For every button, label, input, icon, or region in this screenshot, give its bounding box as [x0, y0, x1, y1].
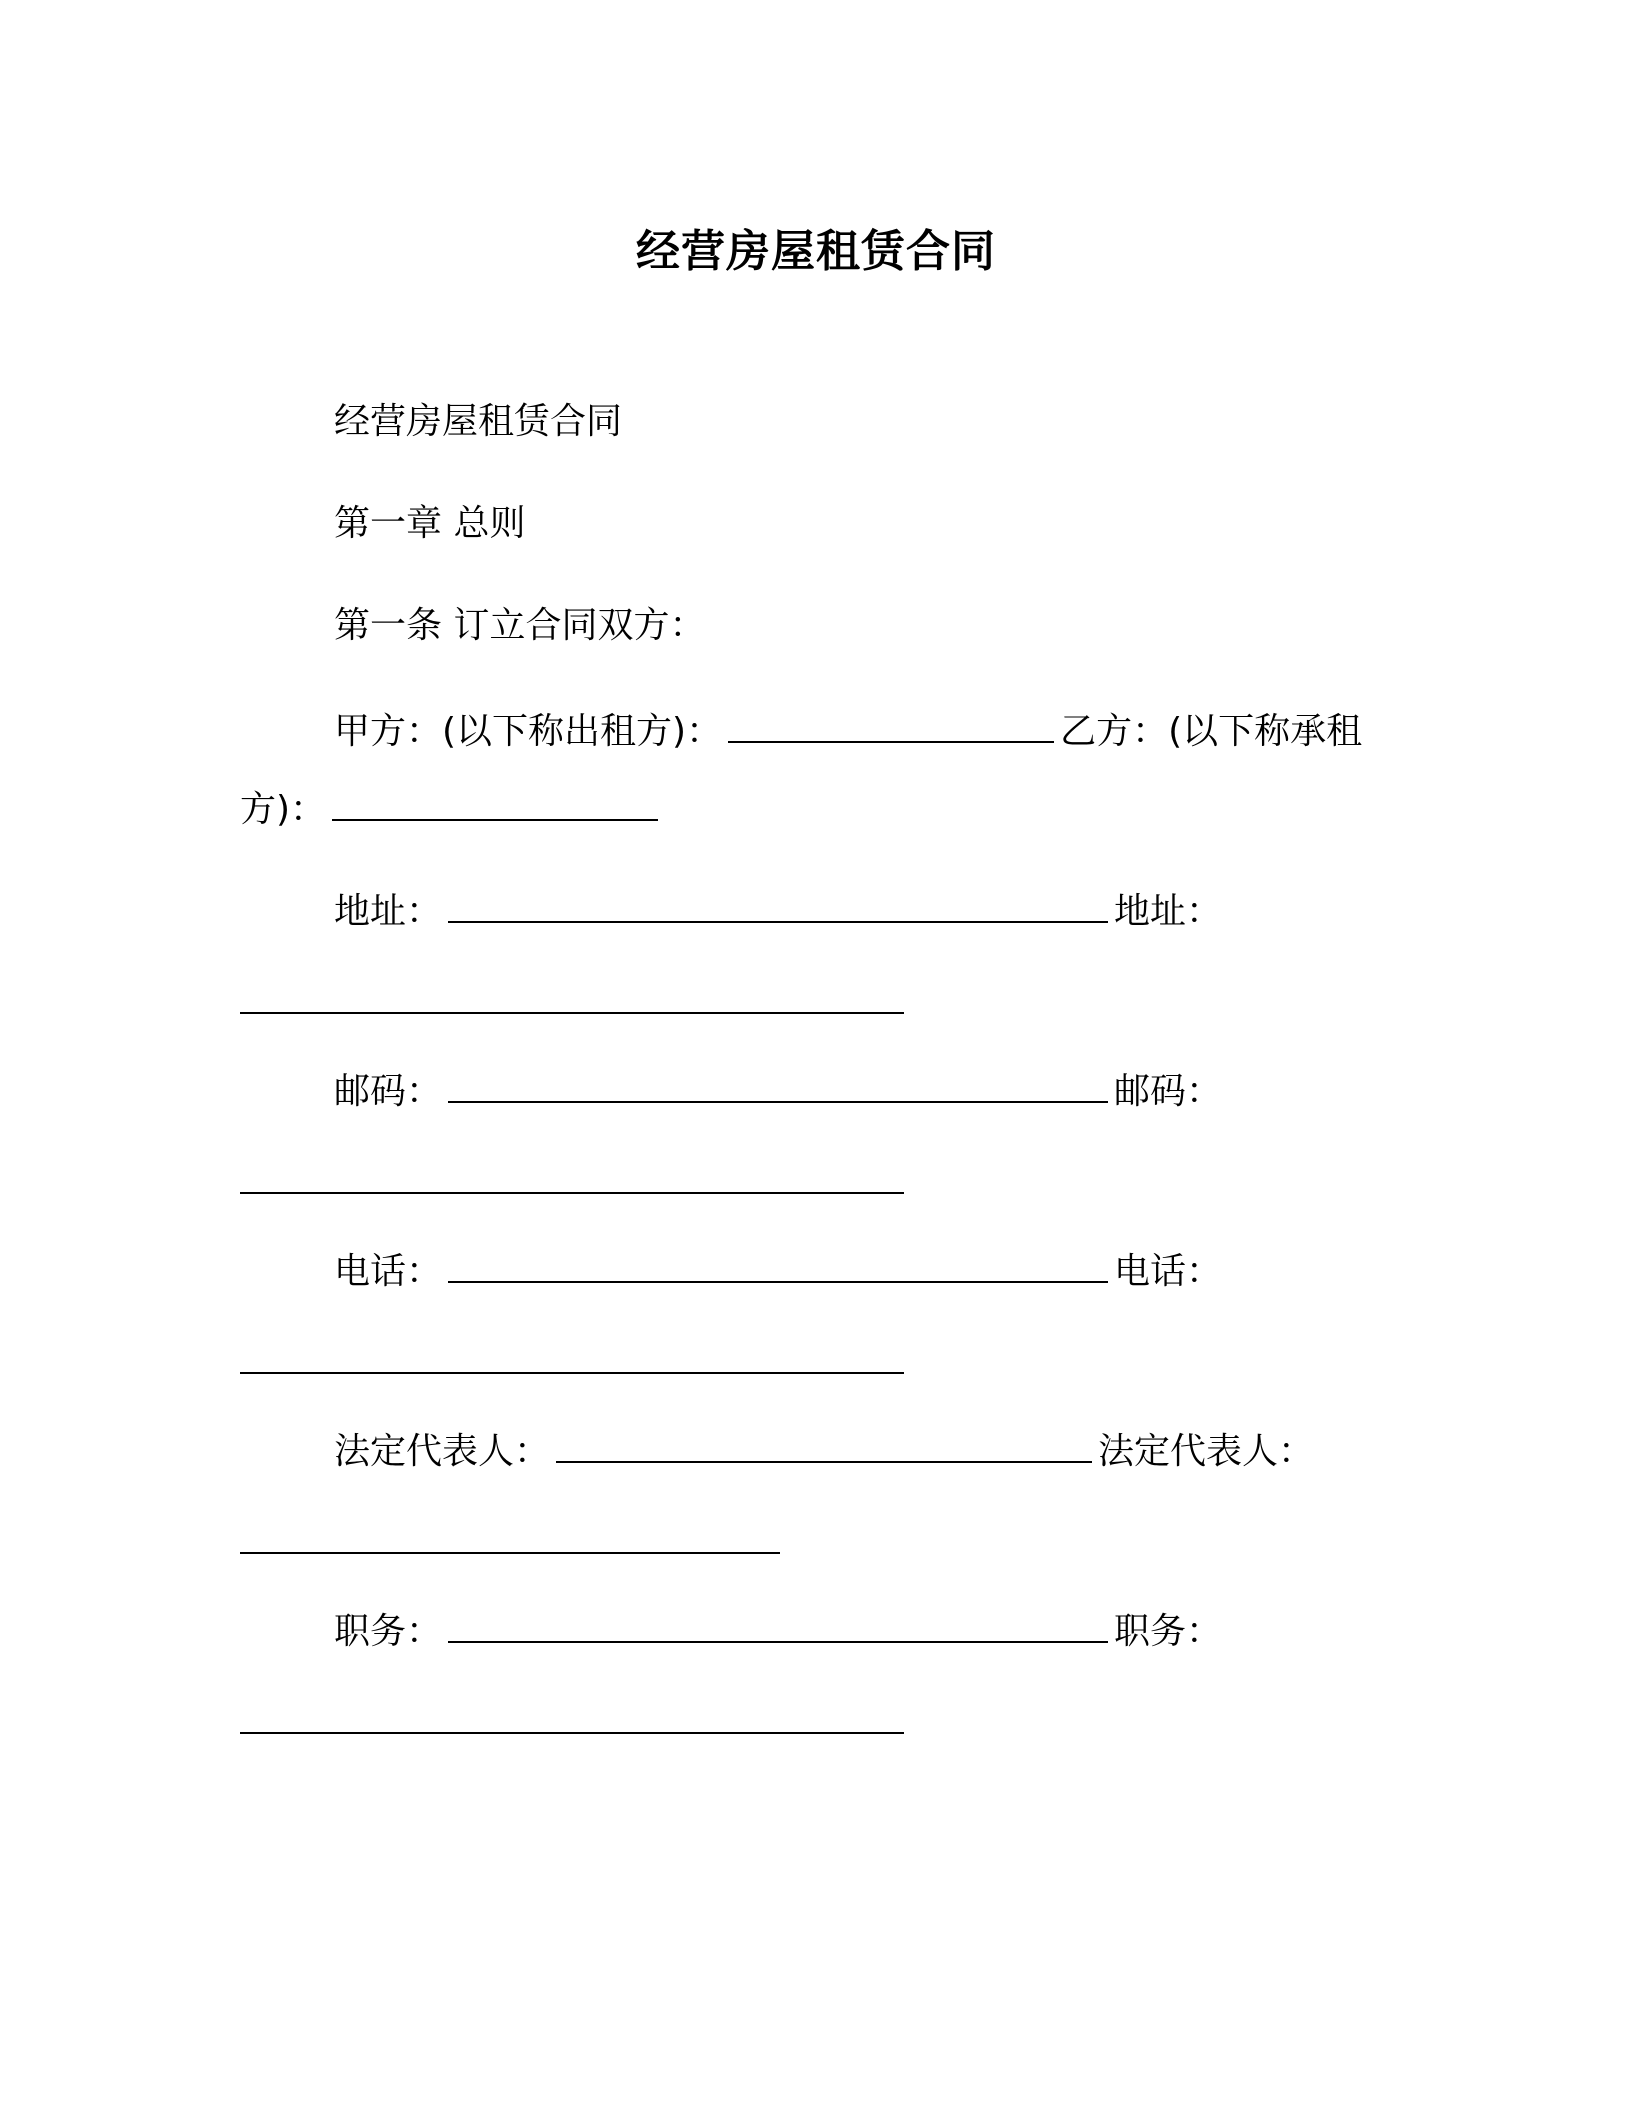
- phone-field-b[interactable]: [240, 1372, 904, 1374]
- party-b-label: 乙方：(以下称承租: [1060, 711, 1363, 752]
- legal-rep-line: [334, 1428, 1314, 1476]
- party-a-label: 甲方：(以下称出租方)：: [334, 711, 723, 752]
- document-title: 经营房屋租赁合同: [636, 226, 996, 277]
- position-field-b[interactable]: [240, 1732, 904, 1734]
- phone-line: [334, 1248, 1222, 1296]
- address-field-a[interactable]: [448, 891, 1108, 923]
- legal-rep-label-a: 法定代表人：: [334, 1431, 551, 1472]
- position-label-b: 职务：: [1114, 1611, 1223, 1652]
- phone-label-a: 电话：: [334, 1251, 443, 1292]
- legal-rep-field-a[interactable]: [556, 1431, 1092, 1463]
- postcode-label-a: 邮码：: [334, 1071, 443, 1112]
- legal-rep-field-b[interactable]: [240, 1552, 780, 1554]
- postcode-field-b[interactable]: [240, 1192, 904, 1194]
- parties-line: [334, 708, 1362, 756]
- legal-rep-label-b: 法定代表人：: [1098, 1431, 1315, 1472]
- position-line: [334, 1608, 1222, 1656]
- phone-label-b: 电话：: [1114, 1251, 1223, 1292]
- address-label-a: 地址：: [334, 891, 443, 932]
- article-heading: 第一条 订立合同双方：: [334, 605, 706, 646]
- postcode-field-a[interactable]: [448, 1071, 1108, 1103]
- position-label-a: 职务：: [334, 1611, 443, 1652]
- address-field-b[interactable]: [240, 1012, 904, 1014]
- chapter-heading: 第一章 总则: [334, 503, 526, 544]
- document-subtitle: 经营房屋租赁合同: [334, 401, 623, 442]
- postcode-label-b: 邮码：: [1114, 1071, 1223, 1112]
- party-b-label-cont: 方)：: [240, 789, 327, 830]
- phone-field-a[interactable]: [448, 1251, 1108, 1283]
- address-label-b: 地址：: [1114, 891, 1223, 932]
- postcode-line: [334, 1068, 1222, 1116]
- parties-line-cont: [240, 786, 664, 834]
- party-a-field[interactable]: [728, 711, 1054, 743]
- address-line: [334, 888, 1222, 936]
- position-field-a[interactable]: [448, 1611, 1108, 1643]
- party-b-field[interactable]: [332, 789, 658, 821]
